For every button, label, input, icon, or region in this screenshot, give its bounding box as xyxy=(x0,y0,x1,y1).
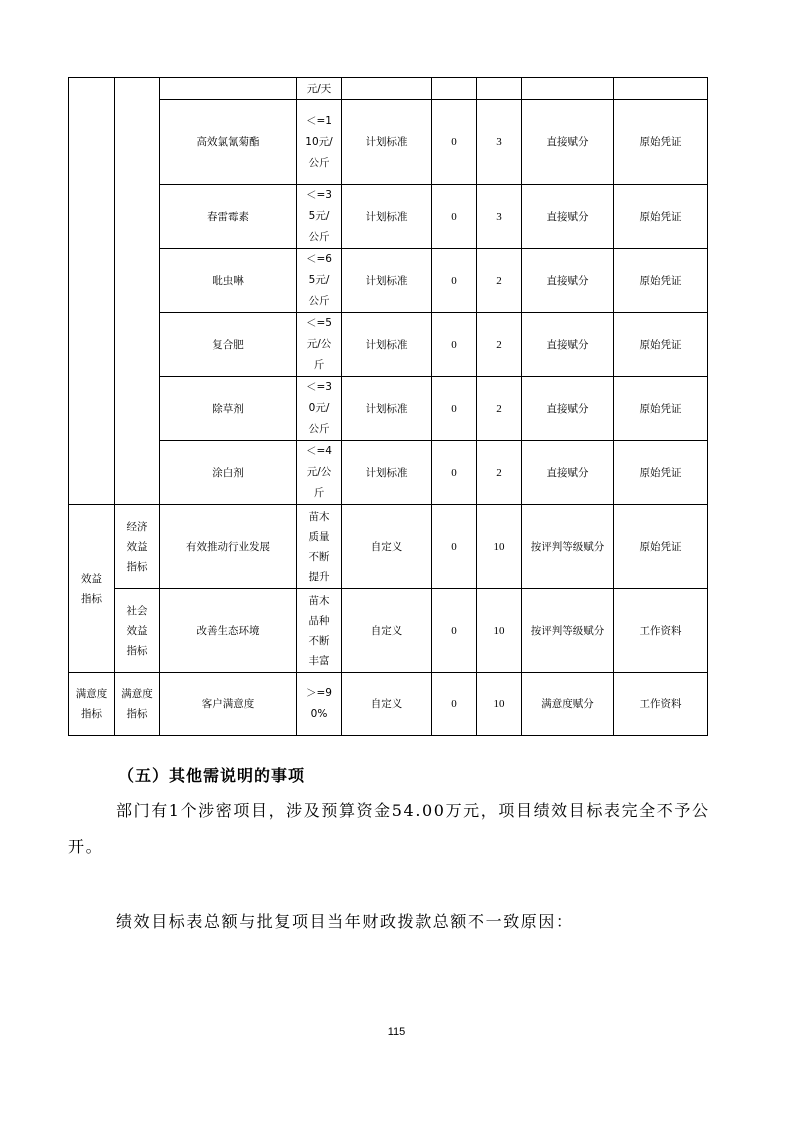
table-row xyxy=(69,505,708,589)
standard-type: 计划标准 xyxy=(342,377,432,441)
subcategory-cell: 经济效益指标 xyxy=(115,505,160,589)
indicator-value: ＜=30元/公斤 xyxy=(297,377,342,441)
standard-type: 自定义 xyxy=(342,589,432,673)
section-title: （五）其他需说明的事项 xyxy=(118,766,306,785)
table-row xyxy=(69,377,708,441)
score: 10 xyxy=(477,505,522,589)
weight-zero: 0 xyxy=(432,673,477,736)
score xyxy=(477,78,522,100)
score: 2 xyxy=(477,377,522,441)
category-cell-continued xyxy=(69,78,115,505)
indicator-value: 元/天 xyxy=(297,78,342,100)
score: 3 xyxy=(477,100,522,185)
weight-zero: 0 xyxy=(432,589,477,673)
scoring-method: 直接赋分 xyxy=(522,441,614,505)
indicator-name: 除草剂 xyxy=(160,377,297,441)
weight-zero: 0 xyxy=(432,441,477,505)
standard-type: 计划标准 xyxy=(342,441,432,505)
indicator-value: ＜=4元/公斤 xyxy=(297,441,342,505)
indicator-value: 苗木质量不断提升 xyxy=(297,505,342,589)
score: 10 xyxy=(477,589,522,673)
score: 10 xyxy=(477,673,522,736)
table-row xyxy=(69,78,708,100)
table-row xyxy=(69,185,708,249)
standard-type xyxy=(342,78,432,100)
table-row xyxy=(69,100,708,185)
evidence-basis xyxy=(614,78,708,100)
scoring-method: 直接赋分 xyxy=(522,100,614,185)
evidence-basis: 原始凭证 xyxy=(614,249,708,313)
weight-zero: 0 xyxy=(432,505,477,589)
score: 2 xyxy=(477,313,522,377)
weight-zero: 0 xyxy=(432,100,477,185)
scoring-method: 直接赋分 xyxy=(522,249,614,313)
weight-zero xyxy=(432,78,477,100)
weight-zero: 0 xyxy=(432,249,477,313)
indicator-name: 复合肥 xyxy=(160,313,297,377)
performance-target-table xyxy=(68,77,708,736)
table-row xyxy=(69,313,708,377)
score: 2 xyxy=(477,441,522,505)
subcategory-cell-continued xyxy=(115,78,160,505)
indicator-value: ＜=35元/公斤 xyxy=(297,185,342,249)
indicator-value: ＞=90% xyxy=(297,673,342,736)
category-cell: 满意度指标 xyxy=(69,673,115,736)
evidence-basis: 原始凭证 xyxy=(614,377,708,441)
body-paragraph: 部门有1个涉密项目，涉及预算资金54.00万元，项目绩效目标表完全不予公开。 xyxy=(68,801,710,856)
body-paragraph: 绩效目标表总额与批复项目当年财政拨款总额不一致原因： xyxy=(116,912,574,931)
indicator-name: 改善生态环境 xyxy=(160,589,297,673)
standard-type: 自定义 xyxy=(342,505,432,589)
standard-type: 计划标准 xyxy=(342,249,432,313)
indicator-name: 客户满意度 xyxy=(160,673,297,736)
standard-type: 计划标准 xyxy=(342,100,432,185)
subcategory-cell: 满意度指标 xyxy=(115,673,160,736)
weight-zero: 0 xyxy=(432,313,477,377)
scoring-method: 满意度赋分 xyxy=(522,673,614,736)
indicator-name: 有效推动行业发展 xyxy=(160,505,297,589)
standard-type: 自定义 xyxy=(342,673,432,736)
evidence-basis: 原始凭证 xyxy=(614,505,708,589)
indicator-name: 高效氯氰菊酯 xyxy=(160,100,297,185)
indicator-value: ＜=65元/公斤 xyxy=(297,249,342,313)
scoring-method xyxy=(522,78,614,100)
table-row xyxy=(69,441,708,505)
weight-zero: 0 xyxy=(432,377,477,441)
scoring-method: 按评判等级赋分 xyxy=(522,589,614,673)
category-cell: 效益指标 xyxy=(69,505,115,673)
standard-type: 计划标准 xyxy=(342,313,432,377)
indicator-name: 春雷霉素 xyxy=(160,185,297,249)
scoring-method: 直接赋分 xyxy=(522,185,614,249)
table-row xyxy=(69,589,708,673)
evidence-basis: 原始凭证 xyxy=(614,100,708,185)
evidence-basis: 原始凭证 xyxy=(614,441,708,505)
indicator-name xyxy=(160,78,297,100)
evidence-basis: 工作资料 xyxy=(614,673,708,736)
scoring-method: 按评判等级赋分 xyxy=(522,505,614,589)
standard-type: 计划标准 xyxy=(342,185,432,249)
indicator-value: ＜=5元/公斤 xyxy=(297,313,342,377)
weight-zero: 0 xyxy=(432,185,477,249)
indicator-value: ＜=110元/公斤 xyxy=(297,100,342,185)
evidence-basis: 原始凭证 xyxy=(614,185,708,249)
scoring-method: 直接赋分 xyxy=(522,377,614,441)
evidence-basis: 原始凭证 xyxy=(614,313,708,377)
score: 2 xyxy=(477,249,522,313)
subcategory-cell: 社会效益指标 xyxy=(115,589,160,673)
indicator-name: 吡虫啉 xyxy=(160,249,297,313)
indicator-value: 苗木品种不断丰富 xyxy=(297,589,342,673)
score: 3 xyxy=(477,185,522,249)
page-number: 115 xyxy=(387,1026,406,1038)
table-row xyxy=(69,249,708,313)
scoring-method: 直接赋分 xyxy=(522,313,614,377)
indicator-name: 涂白剂 xyxy=(160,441,297,505)
table-row xyxy=(69,673,708,736)
evidence-basis: 工作资料 xyxy=(614,589,708,673)
